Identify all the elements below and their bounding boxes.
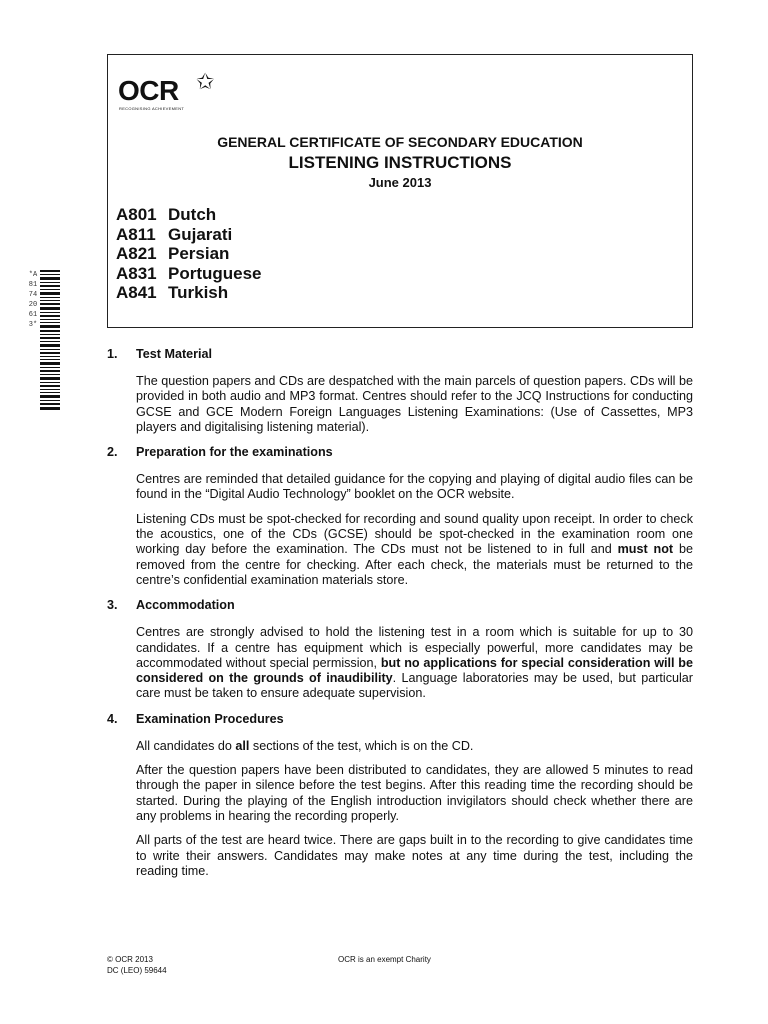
section-number: 2. — [107, 445, 118, 460]
unit-language: Gujarati — [168, 224, 233, 244]
text-run: be removed from the centre for checking. After each check, the materials must be returned to the centre’s confidential examination materials store. — [136, 542, 693, 587]
star-icon: ✩ — [196, 69, 215, 94]
cover-box — [107, 54, 693, 328]
paragraph — [136, 625, 693, 701]
emphasis-text: but no applications for special consideration will be considered on the grounds of inaudibility — [136, 655, 694, 686]
barcode — [28, 270, 60, 410]
text-run: All parts of the test are heard twice. There are gaps built in to the recording to give candidates time to write their answers. Candidates may make notes at any time during the test, including the reading time. — [136, 833, 693, 878]
section-number: 1. — [107, 347, 118, 361]
section-title: Preparation for the examinations — [136, 445, 333, 460]
unit-code: A821 — [116, 244, 157, 264]
exam-session: June 2013 — [368, 175, 432, 190]
section-title: Examination Procedures — [136, 711, 284, 726]
text-run: After the question papers have been distributed to candidates, they are allowed 5 minutes to read through the paper in silence before the test begins. After this reading time the recording should be started. During the playing of the English introduction invigilators should check whether there are any problems in hearing the recording properly. — [136, 763, 693, 823]
unit-item — [116, 225, 262, 245]
text-run: Centres are strongly advised to hold the listening test in a room which is suitable for up to 30 candidates. If a centre has equipment which is especially powerful, more candidates may be accommodated without special permission, — [136, 625, 693, 670]
emphasis-text: must not — [617, 542, 674, 557]
unit-list — [116, 205, 262, 303]
barcode-digits: *A817420613* — [28, 271, 38, 329]
unit-item — [116, 205, 262, 225]
footer-left — [107, 954, 167, 976]
unit-code: A811 — [116, 224, 156, 244]
text-run: The question papers and CDs are despatched with the main parcels of question papers. CDs will be provided in both audio and MP3 format. Centres should refer to the JCQ Instructions for conducting GCSE and GCE Modern Foreign Languages Listening Examinations: (Use of Cassettes, MP3 players and digitalising listening material). — [136, 374, 693, 434]
document-code: DC (LEO) 59644 — [107, 966, 167, 975]
logo-text: OCR — [118, 75, 179, 106]
section — [107, 711, 693, 879]
qualification-title: GENERAL CERTIFICATE OF SECONDARY EDUCATION — [217, 134, 583, 150]
unit-item — [116, 264, 262, 284]
document-title: LISTENING INSTRUCTIONS — [288, 153, 512, 172]
unit-language: Dutch — [168, 205, 217, 224]
text-run: All candidates do — [136, 738, 236, 753]
paragraph — [136, 739, 693, 754]
paragraph — [136, 763, 693, 824]
logo-tagline: RECOGNISING ACHIEVEMENT — [119, 106, 185, 111]
paragraph — [136, 374, 693, 435]
unit-item — [116, 283, 262, 303]
section-heading — [107, 444, 693, 460]
barcode-bars — [40, 270, 60, 410]
instructions-body — [107, 346, 693, 888]
ocr-logo — [118, 69, 228, 117]
section-title: Test Material — [136, 347, 213, 361]
paragraph — [136, 833, 693, 879]
unit-item — [116, 244, 262, 264]
section-title: Accommodation — [136, 598, 235, 613]
unit-code: A831 — [116, 263, 157, 283]
section — [107, 444, 693, 588]
unit-code: A801 — [116, 205, 157, 224]
section — [107, 346, 693, 435]
section-number: 4. — [107, 711, 118, 726]
section — [107, 597, 693, 701]
section-number: 3. — [107, 598, 118, 613]
paragraph — [136, 472, 693, 503]
section-heading — [107, 346, 693, 362]
charity-statement: OCR is an exempt Charity — [338, 955, 431, 964]
unit-language: Persian — [168, 244, 230, 264]
text-run: Centres are reminded that detailed guidance for the copying and playing of digital audio files can be found in the “Digital Audio Technology” booklet on the OCR website. — [136, 472, 693, 502]
text-run: Listening CDs must be spot-checked for recording and sound quality upon receipt. In order to check the acoustics, one of the CDs (GCSE) should be spot-checked in the examination room one working day before the examination. The CDs must not be listened to in full and — [136, 511, 693, 557]
text-run: sections of the test, which is on the CD. — [249, 738, 474, 753]
paragraph — [136, 512, 693, 588]
text-run: . Language laboratories may be used, but particular care must be taken to ensure adequate supervision. — [136, 671, 693, 701]
copyright-text: © OCR 2013 — [107, 955, 153, 964]
unit-language: Portuguese — [168, 263, 262, 283]
unit-language: Turkish — [168, 283, 229, 303]
section-heading — [107, 711, 693, 727]
unit-code: A841 — [116, 283, 157, 303]
section-heading — [107, 597, 693, 613]
emphasis-text: all — [235, 738, 250, 753]
